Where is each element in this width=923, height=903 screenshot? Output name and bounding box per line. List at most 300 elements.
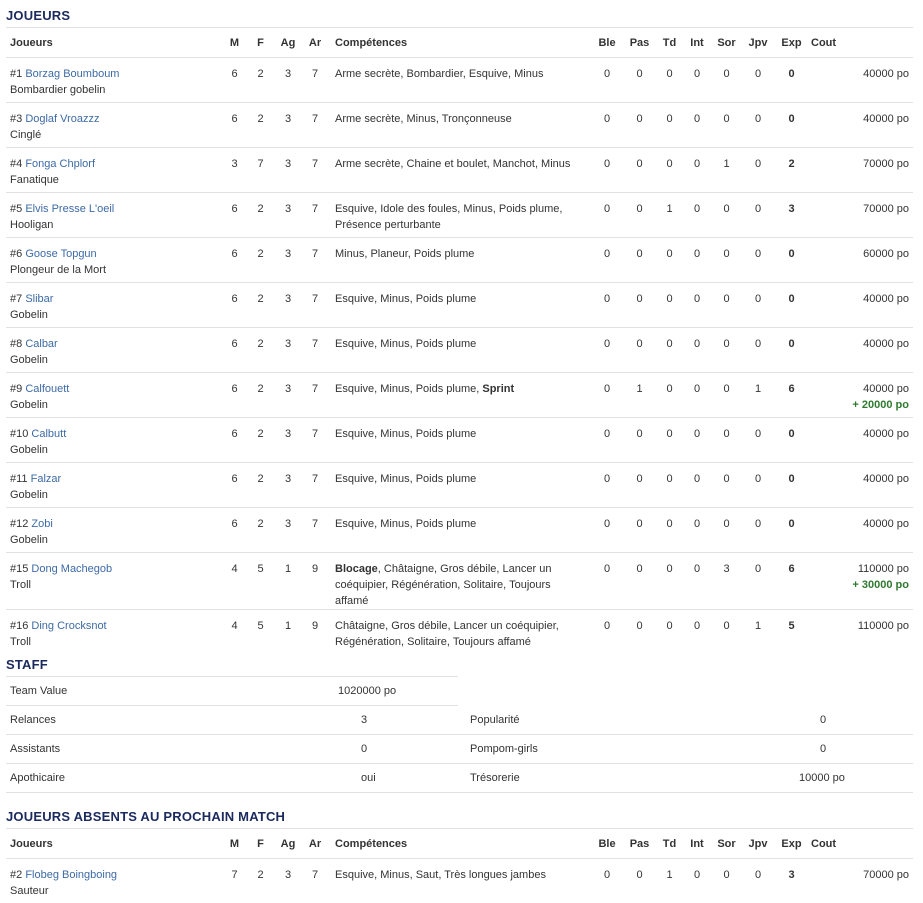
stat-ar: 7	[302, 283, 328, 328]
counter-exp: 3	[774, 193, 809, 238]
col-header-ble: Ble	[591, 28, 623, 58]
player-position: Plongeur de la Mort	[10, 264, 106, 276]
stat-f: 2	[247, 103, 274, 148]
player-name-link[interactable]: Dong Machegob	[31, 563, 113, 575]
counter-ble: 0	[591, 508, 623, 553]
player-row	[6, 328, 913, 373]
counter-sor: 1	[711, 148, 742, 193]
player-cost: 70000 po	[863, 869, 909, 881]
cost-cell	[809, 58, 913, 103]
counter-int: 0	[683, 610, 711, 655]
counter-pas: 0	[623, 238, 656, 283]
stat-ar: 7	[302, 463, 328, 508]
player-row	[6, 193, 913, 238]
stat-ar: 7	[302, 238, 328, 283]
player-position: Sauteur	[10, 885, 49, 897]
counter-sor: 0	[711, 238, 742, 283]
skills-cell	[328, 610, 591, 655]
staff-value: 0	[266, 735, 466, 764]
staff-value: 10000 po	[716, 764, 913, 793]
skills-list: Arme secrète, Bombardier, Esquive, Minus	[335, 68, 544, 80]
player-position: Fanatique	[10, 174, 59, 186]
stat-m: 3	[222, 148, 247, 193]
col-header-jpv: Jpv	[742, 28, 774, 58]
counter-td: 1	[656, 193, 683, 238]
player-cost: 40000 po	[863, 338, 909, 350]
stat-m: 6	[222, 283, 247, 328]
player-name-link[interactable]: Flobeg Boingboing	[25, 869, 118, 881]
player-cell	[6, 328, 222, 373]
counter-exp: 0	[774, 418, 809, 463]
abs-col-header-td: Td	[656, 829, 683, 859]
counter-sor: 0	[711, 373, 742, 418]
player-cost: 40000 po	[863, 518, 909, 530]
player-position: Gobelin	[10, 444, 48, 456]
stat-m: 6	[222, 418, 247, 463]
counter-td: 1	[656, 859, 683, 903]
counter-jpv: 1	[742, 373, 774, 418]
col-header-m: M	[222, 28, 247, 58]
abs-col-header-exp: Exp	[774, 829, 809, 859]
player-row	[6, 283, 913, 328]
stat-f: 5	[247, 610, 274, 655]
stat-ag: 3	[274, 193, 302, 238]
player-cost: 40000 po	[863, 383, 909, 395]
skills-cell	[328, 859, 591, 903]
player-position: Gobelin	[10, 489, 48, 501]
counter-jpv: 0	[742, 283, 774, 328]
player-name-link[interactable]: Elvis Presse L'oeil	[25, 203, 115, 215]
stat-f: 2	[247, 58, 274, 103]
player-cost: 40000 po	[863, 113, 909, 125]
cost-cell	[809, 283, 913, 328]
player-cost: 40000 po	[863, 473, 909, 485]
counter-sor: 0	[711, 283, 742, 328]
counter-ble: 0	[591, 373, 623, 418]
counter-exp: 6	[774, 553, 809, 610]
player-name-link[interactable]: Borzag Boumboum	[25, 68, 120, 80]
new-skill: Sprint	[482, 383, 515, 395]
player-row	[6, 859, 913, 903]
counter-int: 0	[683, 418, 711, 463]
counter-int: 0	[683, 859, 711, 903]
player-number: #6	[10, 248, 23, 260]
stat-m: 6	[222, 238, 247, 283]
skills-list: Esquive, Minus, Poids plume	[335, 518, 477, 530]
skills-cell	[328, 463, 591, 508]
col-header-sor: Sor	[711, 28, 742, 58]
staff-table	[6, 706, 913, 793]
counter-ble: 0	[591, 328, 623, 373]
player-cost: 40000 po	[863, 68, 909, 80]
stat-f: 5	[247, 553, 274, 610]
players-header-row	[6, 28, 913, 58]
stat-ag: 3	[274, 508, 302, 553]
player-name-link[interactable]: Fonga Chplorf	[25, 158, 96, 170]
stat-ar: 9	[302, 553, 328, 610]
counter-jpv: 0	[742, 463, 774, 508]
counter-exp: 0	[774, 463, 809, 508]
abs-col-header-sor: Sor	[711, 829, 742, 859]
player-position: Gobelin	[10, 534, 48, 546]
counter-ble: 0	[591, 553, 623, 610]
stat-ag: 3	[274, 418, 302, 463]
skills-cell	[328, 418, 591, 463]
player-cell	[6, 508, 222, 553]
skills-cell	[328, 283, 591, 328]
col-header-joueurs: Joueurs	[6, 28, 222, 58]
player-position: Bombardier gobelin	[10, 84, 106, 96]
counter-jpv: 1	[742, 610, 774, 655]
counter-pas: 0	[623, 508, 656, 553]
staff-label: Apothicaire	[6, 764, 266, 793]
counter-pas: 1	[623, 373, 656, 418]
counter-exp: 2	[774, 148, 809, 193]
stat-f: 7	[247, 148, 274, 193]
abs-col-header-pas: Pas	[623, 829, 656, 859]
player-cell	[6, 463, 222, 508]
stat-ag: 3	[274, 859, 302, 903]
stat-ag: 3	[274, 373, 302, 418]
counter-sor: 0	[711, 58, 742, 103]
counter-td: 0	[656, 463, 683, 508]
stat-f: 2	[247, 463, 274, 508]
counter-int: 0	[683, 103, 711, 148]
counter-sor: 0	[711, 418, 742, 463]
cost-cell	[809, 328, 913, 373]
counter-exp: 0	[774, 508, 809, 553]
skills-list: Esquive, Minus, Saut, Très longues jambes	[335, 869, 546, 881]
stat-ar: 7	[302, 859, 328, 903]
stat-m: 6	[222, 508, 247, 553]
counter-ble: 0	[591, 103, 623, 148]
counter-jpv: 0	[742, 148, 774, 193]
counter-jpv: 0	[742, 553, 774, 610]
staff-value: 0	[716, 706, 913, 735]
counter-sor: 0	[711, 508, 742, 553]
cost-cell	[809, 373, 913, 418]
counter-ble: 0	[591, 418, 623, 463]
cost-cell	[809, 103, 913, 148]
player-cost-bonus: + 20000 po	[852, 399, 909, 411]
stat-ag: 3	[274, 58, 302, 103]
counter-exp: 3	[774, 859, 809, 903]
player-row	[6, 463, 913, 508]
counter-td: 0	[656, 373, 683, 418]
player-cost: 40000 po	[863, 293, 909, 305]
counter-exp: 0	[774, 283, 809, 328]
stat-m: 6	[222, 58, 247, 103]
stat-f: 2	[247, 193, 274, 238]
counter-jpv: 0	[742, 238, 774, 283]
counter-pas: 0	[623, 148, 656, 193]
counter-jpv: 0	[742, 418, 774, 463]
stat-m: 4	[222, 553, 247, 610]
skills-list: , Châtaigne, Gros débile, Lancer un coéquipier, Régénération, Solitaire, Toujours affamé	[335, 563, 552, 607]
counter-jpv: 0	[742, 859, 774, 903]
staff-section-title: STAFF	[6, 657, 48, 672]
stat-ag: 1	[274, 553, 302, 610]
skills-cell	[328, 193, 591, 238]
stat-m: 6	[222, 463, 247, 508]
stat-ar: 7	[302, 103, 328, 148]
team-value: 1020000 po	[266, 677, 458, 706]
player-name-link[interactable]: Goose Topgun	[25, 248, 97, 260]
counter-ble: 0	[591, 58, 623, 103]
counter-ble: 0	[591, 610, 623, 655]
player-position: Cinglé	[10, 129, 42, 141]
counter-jpv: 0	[742, 508, 774, 553]
col-header-int: Int	[683, 28, 711, 58]
counter-exp: 0	[774, 103, 809, 148]
skills-list: Esquive, Minus, Poids plume	[335, 338, 477, 350]
abs-col-header-m: M	[222, 829, 247, 859]
player-cost: 60000 po	[863, 248, 909, 260]
counter-exp: 6	[774, 373, 809, 418]
team-value-table	[6, 677, 458, 706]
skills-list: Esquive, Minus, Poids plume	[335, 428, 477, 440]
player-number: #7	[10, 293, 23, 305]
counter-pas: 0	[623, 418, 656, 463]
player-number: #2	[10, 869, 23, 881]
counter-int: 0	[683, 508, 711, 553]
player-name-link[interactable]: Falzar	[30, 473, 62, 485]
stat-f: 2	[247, 328, 274, 373]
player-position: Gobelin	[10, 309, 48, 321]
counter-pas: 0	[623, 283, 656, 328]
counter-pas: 0	[623, 463, 656, 508]
counter-jpv: 0	[742, 328, 774, 373]
player-name-link[interactable]: Calbar	[25, 338, 58, 350]
counter-int: 0	[683, 148, 711, 193]
stat-m: 4	[222, 610, 247, 655]
counter-int: 0	[683, 283, 711, 328]
counter-ble: 0	[591, 148, 623, 193]
player-cost: 110000 po	[857, 620, 909, 632]
stat-ag: 3	[274, 463, 302, 508]
player-row	[6, 610, 913, 655]
abs-col-header-ag: Ag	[274, 829, 302, 859]
abs-col-header-ble: Ble	[591, 829, 623, 859]
skills-list: Arme secrète, Chaine et boulet, Manchot, Minus	[335, 158, 571, 170]
counter-sor: 0	[711, 859, 742, 903]
staff-label: Pompom-girls	[466, 735, 716, 764]
skills-list: Esquive, Minus, Poids plume,	[335, 383, 483, 395]
team-value-row	[6, 677, 458, 706]
cost-cell	[809, 418, 913, 463]
player-cell	[6, 238, 222, 283]
stat-ag: 3	[274, 238, 302, 283]
stat-f: 2	[247, 283, 274, 328]
counter-sor: 0	[711, 103, 742, 148]
counter-jpv: 0	[742, 58, 774, 103]
player-row	[6, 508, 913, 553]
player-number: #3	[10, 113, 23, 125]
counter-td: 0	[656, 58, 683, 103]
player-name-link[interactable]: Calfouett	[25, 383, 70, 395]
player-row	[6, 148, 913, 193]
skills-cell	[328, 553, 591, 610]
skills-cell	[328, 508, 591, 553]
staff-label: Popularité	[466, 706, 716, 735]
player-name-link[interactable]: Doglaf Vroazzz	[25, 113, 100, 125]
counter-jpv: 0	[742, 103, 774, 148]
counter-jpv: 0	[742, 193, 774, 238]
counter-pas: 0	[623, 553, 656, 610]
player-cost-bonus: + 30000 po	[852, 579, 909, 591]
cost-cell	[809, 553, 913, 610]
counter-sor: 0	[711, 328, 742, 373]
cost-cell	[809, 148, 913, 193]
counter-int: 0	[683, 193, 711, 238]
col-header-exp: Exp	[774, 28, 809, 58]
counter-pas: 0	[623, 610, 656, 655]
stat-f: 2	[247, 859, 274, 903]
stat-f: 2	[247, 418, 274, 463]
counter-td: 0	[656, 238, 683, 283]
player-position: Gobelin	[10, 354, 48, 366]
skills-cell	[328, 58, 591, 103]
skills-cell	[328, 238, 591, 283]
counter-sor: 0	[711, 463, 742, 508]
stat-f: 2	[247, 508, 274, 553]
counter-td: 0	[656, 610, 683, 655]
player-row	[6, 553, 913, 610]
player-cell	[6, 859, 222, 903]
player-cell	[6, 418, 222, 463]
player-number: #12	[10, 518, 29, 530]
skills-list: Esquive, Idole des foules, Minus, Poids plume, Présence perturbante	[335, 203, 563, 231]
skills-list: Esquive, Minus, Poids plume	[335, 473, 477, 485]
player-name-link[interactable]: Slibar	[25, 293, 54, 305]
player-cell	[6, 148, 222, 193]
staff-row	[6, 764, 913, 793]
counter-ble: 0	[591, 283, 623, 328]
player-row	[6, 103, 913, 148]
counter-pas: 0	[623, 58, 656, 103]
stat-ar: 9	[302, 610, 328, 655]
abs-col-header-jpv: Jpv	[742, 829, 774, 859]
stat-ag: 3	[274, 328, 302, 373]
player-position: Hooligan	[10, 219, 54, 231]
cost-cell	[809, 463, 913, 508]
player-cell	[6, 553, 222, 610]
staff-row	[6, 706, 913, 735]
skills-cell	[328, 148, 591, 193]
stat-m: 6	[222, 328, 247, 373]
counter-sor: 3	[711, 553, 742, 610]
abs-col-header-cout: Cout	[809, 829, 913, 859]
player-position: Troll	[10, 579, 31, 591]
skills-cell	[328, 328, 591, 373]
stat-ag: 3	[274, 283, 302, 328]
skills-cell	[328, 373, 591, 418]
col-header-ar: Ar	[302, 28, 328, 58]
stat-ar: 7	[302, 328, 328, 373]
counter-int: 0	[683, 238, 711, 283]
counter-td: 0	[656, 148, 683, 193]
stat-ar: 7	[302, 418, 328, 463]
counter-pas: 0	[623, 859, 656, 903]
player-name-link[interactable]: Calbutt	[31, 428, 67, 440]
player-number: #1	[10, 68, 23, 80]
staff-row	[6, 735, 913, 764]
player-cost: 70000 po	[863, 158, 909, 170]
counter-td: 0	[656, 508, 683, 553]
new-skill: Blocage	[335, 563, 378, 575]
player-number: #4	[10, 158, 23, 170]
skills-cell	[328, 103, 591, 148]
abs-col-header-joueurs: Joueurs	[6, 829, 222, 859]
staff-value: 0	[716, 735, 913, 764]
counter-int: 0	[683, 553, 711, 610]
counter-ble: 0	[591, 859, 623, 903]
counter-exp: 0	[774, 58, 809, 103]
col-header-cout: Cout	[809, 28, 913, 58]
stat-ar: 7	[302, 193, 328, 238]
cost-cell	[809, 859, 913, 903]
abs-col-header-competences: Compétences	[328, 829, 591, 859]
absent-section-title: JOUEURS ABSENTS AU PROCHAIN MATCH	[6, 809, 286, 824]
staff-value: 3	[266, 706, 466, 735]
counter-ble: 0	[591, 238, 623, 283]
stat-m: 6	[222, 373, 247, 418]
counter-ble: 0	[591, 463, 623, 508]
counter-int: 0	[683, 328, 711, 373]
absent-players-table	[6, 829, 913, 903]
team-value-label: Team Value	[6, 677, 266, 706]
player-cell	[6, 283, 222, 328]
counter-exp: 0	[774, 238, 809, 283]
player-cell	[6, 58, 222, 103]
counter-exp: 5	[774, 610, 809, 655]
stat-m: 6	[222, 103, 247, 148]
player-row	[6, 58, 913, 103]
player-cost: 40000 po	[863, 428, 909, 440]
abs-col-header-ar: Ar	[302, 829, 328, 859]
player-number: #8	[10, 338, 23, 350]
player-cell	[6, 103, 222, 148]
counter-sor: 0	[711, 193, 742, 238]
player-number: #5	[10, 203, 23, 215]
player-cell	[6, 610, 222, 655]
player-number: #10	[10, 428, 29, 440]
stat-ar: 7	[302, 58, 328, 103]
player-number: #11	[10, 473, 28, 485]
abs-col-header-f: F	[247, 829, 274, 859]
player-cell	[6, 373, 222, 418]
counter-int: 0	[683, 373, 711, 418]
counter-td: 0	[656, 328, 683, 373]
player-cost: 110000 po	[857, 563, 909, 575]
player-number: #16	[10, 620, 29, 632]
staff-label: Relances	[6, 706, 266, 735]
stat-ag: 1	[274, 610, 302, 655]
stat-ag: 3	[274, 103, 302, 148]
skills-list: Arme secrète, Minus, Tronçonneuse	[335, 113, 512, 125]
counter-td: 0	[656, 103, 683, 148]
stat-m: 6	[222, 193, 247, 238]
counter-int: 0	[683, 463, 711, 508]
counter-pas: 0	[623, 328, 656, 373]
col-header-ag: Ag	[274, 28, 302, 58]
players-table	[6, 28, 913, 654]
counter-exp: 0	[774, 328, 809, 373]
counter-td: 0	[656, 418, 683, 463]
staff-label: Assistants	[6, 735, 266, 764]
player-name-link[interactable]: Ding Crocksnot	[31, 620, 107, 632]
player-name-link[interactable]: Zobi	[31, 518, 53, 530]
